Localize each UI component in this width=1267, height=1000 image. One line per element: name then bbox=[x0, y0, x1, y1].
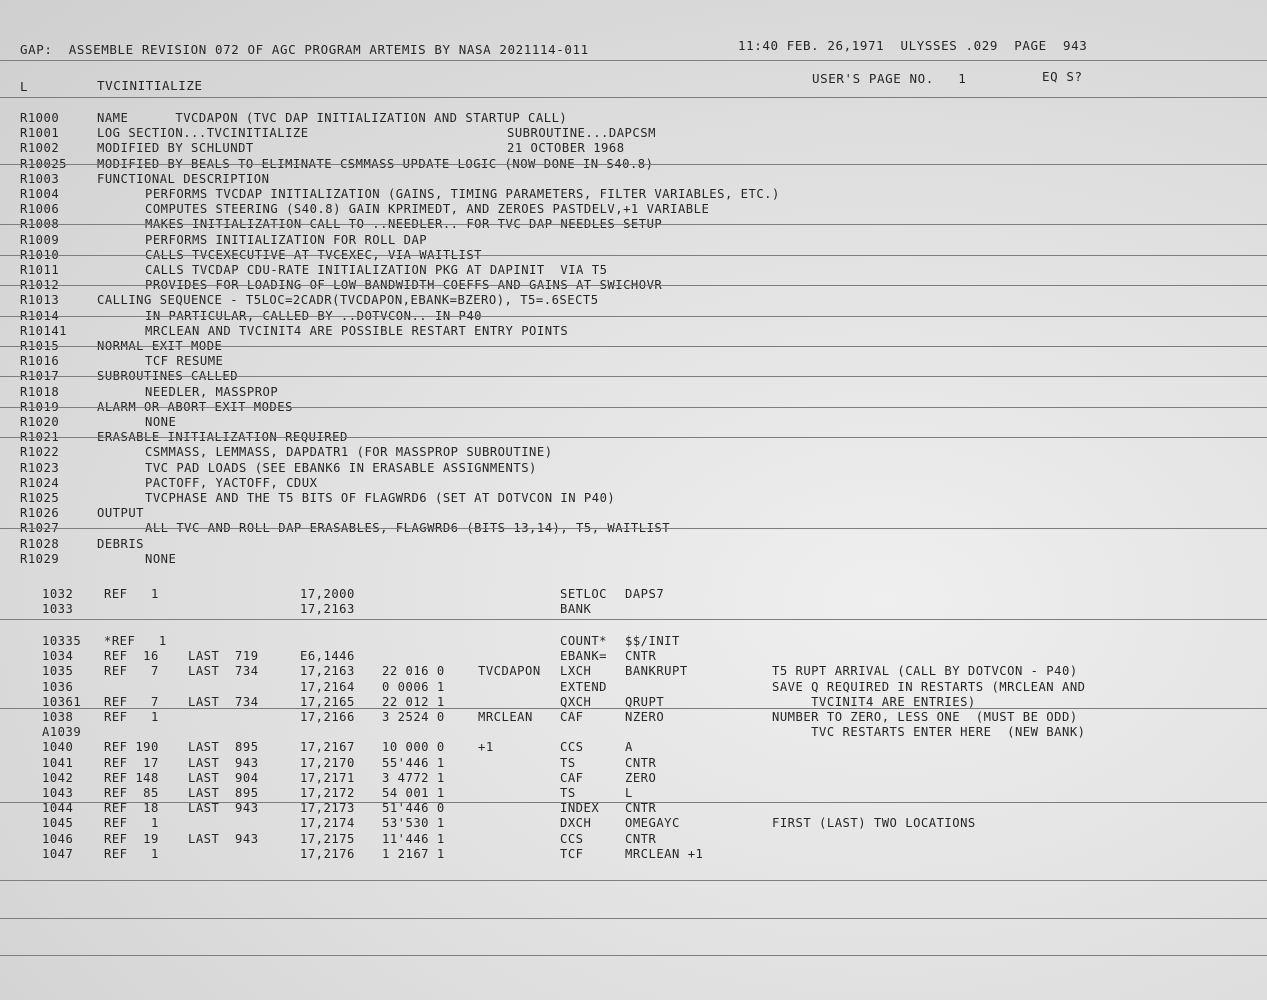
comment-text: CALLS TVCDAP CDU-RATE INITIALIZATION PKG AT DAPINIT VIA T5 bbox=[145, 263, 608, 277]
assembly-header: GAP: ASSEMBLE REVISION 072 OF AGC PROGRAM ARTEMIS BY NASA 2021114-011 bbox=[20, 42, 589, 57]
line-number: R1010 bbox=[20, 248, 60, 262]
address: 17,2166 bbox=[300, 710, 355, 724]
operand: ZERO bbox=[625, 771, 657, 785]
comment-text: PERFORMS TVCDAP INITIALIZATION (GAINS, TIMING PARAMETERS, FILTER VARIABLES, ETC.) bbox=[145, 187, 780, 201]
strike-rule bbox=[0, 164, 1267, 165]
line-number: R1021 bbox=[20, 430, 60, 444]
line-number: R1026 bbox=[20, 506, 60, 520]
strike-rule bbox=[0, 708, 1267, 709]
operand: MRCLEAN +1 bbox=[625, 847, 704, 861]
address: 17,2175 bbox=[300, 832, 355, 846]
comment-text: DEBRIS bbox=[97, 537, 145, 551]
comment-text: MAKES INITIALIZATION CALL TO ..NEEDLER.. FOR TVC DAP NEEDLES-SETUP bbox=[145, 217, 663, 231]
comment-line bbox=[0, 202, 1267, 217]
operand: A bbox=[625, 740, 633, 754]
line-number: R1012 bbox=[20, 278, 60, 292]
remark: TVCINIT4 ARE ENTRIES) bbox=[772, 695, 976, 709]
ref-count: REF 1 bbox=[104, 816, 159, 830]
strike-rule bbox=[0, 285, 1267, 286]
code-line bbox=[0, 664, 1267, 679]
line-number: 1040 bbox=[42, 740, 74, 754]
code-line bbox=[0, 756, 1267, 771]
opcode: QXCH bbox=[560, 695, 592, 709]
comment-text: NAME TVCDAPON (TVC DAP INITIALIZATION AND STARTUP CALL) bbox=[97, 111, 568, 125]
address: 17,2167 bbox=[300, 740, 355, 754]
line-number: 1035 bbox=[42, 664, 74, 678]
address: 17,2163 bbox=[300, 664, 355, 678]
address: 17,2000 bbox=[300, 587, 355, 601]
ref-count: REF 7 bbox=[104, 664, 159, 678]
comment-line bbox=[0, 324, 1267, 339]
eq-s-label: EQ S? bbox=[1042, 69, 1083, 84]
line-number: R10141 bbox=[20, 324, 68, 338]
comment-line bbox=[0, 415, 1267, 430]
comment-line bbox=[0, 187, 1267, 202]
comment-text: TVCPHASE AND THE T5 BITS OF FLAGWRD6 (SET AT DOTVCON IN P40) bbox=[145, 491, 616, 505]
line-number: R1020 bbox=[20, 415, 60, 429]
line-number: R1014 bbox=[20, 309, 60, 323]
opcode: TCF bbox=[560, 847, 584, 861]
code-line bbox=[0, 710, 1267, 725]
ref-count: REF 18 bbox=[104, 801, 159, 815]
address: 17,2164 bbox=[300, 680, 355, 694]
line-number: 1043 bbox=[42, 786, 74, 800]
comment-right-text: 21 OCTOBER 1968 bbox=[507, 141, 625, 155]
line-number: R1023 bbox=[20, 461, 60, 475]
code-line bbox=[0, 832, 1267, 847]
code-line bbox=[0, 816, 1267, 831]
line-number: 1044 bbox=[42, 801, 74, 815]
comment-text: NONE bbox=[145, 415, 177, 429]
line-number: 1034 bbox=[42, 649, 74, 663]
ref-count: REF 19 bbox=[104, 832, 159, 846]
comment-line bbox=[0, 445, 1267, 460]
line-number: R1008 bbox=[20, 217, 60, 231]
line-number: R1004 bbox=[20, 187, 60, 201]
opcode: LXCH bbox=[560, 664, 592, 678]
opcode: SETLOC bbox=[560, 587, 608, 601]
octal-word: 22 012 1 bbox=[382, 695, 445, 709]
address: 17,2170 bbox=[300, 756, 355, 770]
line-number: R1000 bbox=[20, 111, 60, 125]
opcode: EXTEND bbox=[560, 680, 608, 694]
octal-word: 55'446 1 bbox=[382, 756, 445, 770]
code-line bbox=[0, 725, 1267, 740]
octal-word: 3 2524 0 bbox=[382, 710, 445, 724]
last-ref: LAST 734 bbox=[188, 664, 259, 678]
line-number: 1033 bbox=[42, 602, 74, 616]
line-number: 1036 bbox=[42, 680, 74, 694]
operand: OMEGAYC bbox=[625, 816, 680, 830]
line-number: A1039 bbox=[42, 725, 82, 739]
comment-line bbox=[0, 263, 1267, 278]
last-ref: LAST 719 bbox=[188, 649, 259, 663]
comment-line bbox=[0, 385, 1267, 400]
operand: CNTR bbox=[625, 756, 657, 770]
ref-count: REF 148 bbox=[104, 771, 159, 785]
comment-line bbox=[0, 126, 1267, 141]
line-number: R1001 bbox=[20, 126, 60, 140]
operand: L bbox=[625, 786, 633, 800]
comment-text: MRCLEAN AND TVCINIT4 ARE POSSIBLE RESTART ENTRY POINTS bbox=[145, 324, 569, 338]
comment-line bbox=[0, 491, 1267, 506]
octal-word: 53'530 1 bbox=[382, 816, 445, 830]
last-ref: LAST 943 bbox=[188, 801, 259, 815]
code-line bbox=[0, 649, 1267, 664]
section-rule bbox=[0, 97, 1267, 98]
code-line bbox=[0, 680, 1267, 695]
line-number: R1019 bbox=[20, 400, 60, 414]
operand: QRUPT bbox=[625, 695, 665, 709]
remark: NUMBER TO ZERO, LESS ONE (MUST BE ODD) bbox=[772, 710, 1078, 724]
line-number: R1013 bbox=[20, 293, 60, 307]
octal-word: 1 2167 1 bbox=[382, 847, 445, 861]
comment-right-text: SUBROUTINE...DAPCSM bbox=[507, 126, 656, 140]
code-line bbox=[0, 602, 1267, 617]
strike-rule bbox=[0, 376, 1267, 377]
users-page-number: USER'S PAGE NO. 1 bbox=[812, 71, 967, 86]
operand: DAPS7 bbox=[625, 587, 665, 601]
comment-text: NEEDLER, MASSPROP bbox=[145, 385, 279, 399]
remark: TVC RESTARTS ENTER HERE (NEW BANK) bbox=[772, 725, 1086, 739]
timestamp-header: 11:40 FEB. 26,1971 ULYSSES .029 PAGE 943 bbox=[738, 38, 1088, 53]
comment-line bbox=[0, 552, 1267, 567]
comment-text: COMPUTES STEERING (S40.8) GAIN KPRIMEDT, AND ZEROES PASTDELV,+1 VARIABLE bbox=[145, 202, 710, 216]
comment-text: NORMAL EXIT MODE bbox=[97, 339, 223, 353]
opcode: CCS bbox=[560, 740, 584, 754]
operand: CNTR bbox=[625, 832, 657, 846]
comment-text: OUTPUT bbox=[97, 506, 145, 520]
code-line bbox=[0, 740, 1267, 755]
octal-word: 54 001 1 bbox=[382, 786, 445, 800]
line-number: 10335 bbox=[42, 634, 82, 648]
line-number: R1016 bbox=[20, 354, 60, 368]
ref-count: REF 16 bbox=[104, 649, 159, 663]
last-ref: LAST 904 bbox=[188, 771, 259, 785]
line-number: R1002 bbox=[20, 141, 60, 155]
address: 17,2165 bbox=[300, 695, 355, 709]
line-number: 1047 bbox=[42, 847, 74, 861]
header-rule bbox=[0, 60, 1267, 61]
line-number: R1024 bbox=[20, 476, 60, 490]
address: 17,2173 bbox=[300, 801, 355, 815]
strike-rule bbox=[0, 346, 1267, 347]
footer-rule-2 bbox=[0, 918, 1267, 919]
line-number: R10025 bbox=[20, 157, 68, 171]
octal-word: 51'446 0 bbox=[382, 801, 445, 815]
address: E6,1446 bbox=[300, 649, 355, 663]
comment-text: CALLS TVCEXECUTIVE AT TVCEXEC, VIA WAITLIST bbox=[145, 248, 483, 262]
octal-word: 10 000 0 bbox=[382, 740, 445, 754]
comment-text: CSMMASS, LEMMASS, DAPDATR1 (FOR MASSPROP SUBROUTINE) bbox=[145, 445, 553, 459]
comment-text: MODIFIED BY BEALS TO ELIMINATE CSMMASS UPDATE LOGIC (NOW DONE IN S40.8) bbox=[97, 157, 654, 171]
line-number: R1022 bbox=[20, 445, 60, 459]
strike-rule bbox=[0, 802, 1267, 803]
ref-count: REF 1 bbox=[104, 710, 159, 724]
comment-text: PACTOFF, YACTOFF, CDUX bbox=[145, 476, 318, 490]
strike-rule bbox=[0, 619, 1267, 620]
strike-rule bbox=[0, 437, 1267, 438]
label: MRCLEAN bbox=[478, 710, 533, 724]
address: 17,2172 bbox=[300, 786, 355, 800]
line-number: R1011 bbox=[20, 263, 60, 277]
ref-count: REF 17 bbox=[104, 756, 159, 770]
code-line bbox=[0, 847, 1267, 862]
comment-text: PERFORMS INITIALIZATION FOR ROLL DAP bbox=[145, 233, 428, 247]
opcode: DXCH bbox=[560, 816, 592, 830]
opcode: INDEX bbox=[560, 801, 600, 815]
last-ref: LAST 734 bbox=[188, 695, 259, 709]
comment-line bbox=[0, 354, 1267, 369]
comment-text: NONE bbox=[145, 552, 177, 566]
line-number: 1038 bbox=[42, 710, 74, 724]
comment-line bbox=[0, 293, 1267, 308]
line-number: R1025 bbox=[20, 491, 60, 505]
line-number: R1018 bbox=[20, 385, 60, 399]
remark: SAVE Q REQUIRED IN RESTARTS (MRCLEAN AND bbox=[772, 680, 1086, 694]
operand: CNTR bbox=[625, 649, 657, 663]
opcode: CCS bbox=[560, 832, 584, 846]
comment-text: MODIFIED BY SCHLUNDT bbox=[97, 141, 254, 155]
line-number: R1029 bbox=[20, 552, 60, 566]
line-number: R1003 bbox=[20, 172, 60, 186]
strike-rule bbox=[0, 224, 1267, 225]
comment-line bbox=[0, 141, 1267, 156]
footer-rule-3 bbox=[0, 955, 1267, 956]
ref-count: REF 85 bbox=[104, 786, 159, 800]
strike-rule bbox=[0, 316, 1267, 317]
opcode: EBANK= bbox=[560, 649, 608, 663]
comment-text: CALLING SEQUENCE - T5LOC=2CADR(TVCDAPON,EBANK=BZERO), T5=.6SECT5 bbox=[97, 293, 599, 307]
code-line bbox=[0, 771, 1267, 786]
comment-text: IN PARTICULAR, CALLED BY ..DOTVCON.. IN P40 bbox=[145, 309, 483, 323]
strike-rule bbox=[0, 528, 1267, 529]
comment-text: ALL TVC AND ROLL DAP ERASABLES, FLAGWRD6 (BITS 13,14), T5, WAITLIST bbox=[145, 521, 671, 535]
line-number: R1015 bbox=[20, 339, 60, 353]
line-number: R1028 bbox=[20, 537, 60, 551]
ref-count: REF 7 bbox=[104, 695, 159, 709]
comment-text: SUBROUTINES CALLED bbox=[97, 369, 239, 383]
line-number: R1027 bbox=[20, 521, 60, 535]
comment-line bbox=[0, 172, 1267, 187]
octal-word: 3 4772 1 bbox=[382, 771, 445, 785]
comment-line bbox=[0, 537, 1267, 552]
address: 17,2163 bbox=[300, 602, 355, 616]
code-line bbox=[0, 634, 1267, 649]
operand: BANKRUPT bbox=[625, 664, 688, 678]
address: 17,2171 bbox=[300, 771, 355, 785]
comment-line bbox=[0, 461, 1267, 476]
code-line bbox=[0, 587, 1267, 602]
opcode: TS bbox=[560, 756, 576, 770]
line-number: 1041 bbox=[42, 756, 74, 770]
opcode: CAF bbox=[560, 710, 584, 724]
comment-line bbox=[0, 111, 1267, 126]
label: TVCDAPON bbox=[478, 664, 541, 678]
strike-rule bbox=[0, 255, 1267, 256]
operand: NZERO bbox=[625, 710, 665, 724]
line-number: 1042 bbox=[42, 771, 74, 785]
code-line bbox=[0, 801, 1267, 816]
opcode: CAF bbox=[560, 771, 584, 785]
label: +1 bbox=[478, 740, 494, 754]
comment-line bbox=[0, 506, 1267, 521]
operand: $$/INIT bbox=[625, 634, 680, 648]
line-number: 10361 bbox=[42, 695, 82, 709]
section-name: TVCINITIALIZE bbox=[97, 78, 203, 93]
octal-word: 0 0006 1 bbox=[382, 680, 445, 694]
comment-text: FUNCTIONAL DESCRIPTION bbox=[97, 172, 270, 186]
comment-text: LOG SECTION...TVCINITIALIZE bbox=[97, 126, 309, 140]
comment-line bbox=[0, 476, 1267, 491]
remark: T5 RUPT ARRIVAL (CALL BY DOTVCON - P40) bbox=[772, 664, 1078, 678]
address: 17,2174 bbox=[300, 816, 355, 830]
footer-rule-1 bbox=[0, 880, 1267, 881]
last-ref: LAST 895 bbox=[188, 786, 259, 800]
last-ref: LAST 943 bbox=[188, 832, 259, 846]
line-number: 1046 bbox=[42, 832, 74, 846]
octal-word: 22 016 0 bbox=[382, 664, 445, 678]
line-number: R1006 bbox=[20, 202, 60, 216]
line-number: 1032 bbox=[42, 587, 74, 601]
comment-text: ALARM OR ABORT EXIT MODES bbox=[97, 400, 293, 414]
last-ref: LAST 895 bbox=[188, 740, 259, 754]
comment-text: TCF RESUME bbox=[145, 354, 224, 368]
ref-count: REF 190 bbox=[104, 740, 159, 754]
strike-rule bbox=[0, 407, 1267, 408]
address: 17,2176 bbox=[300, 847, 355, 861]
opcode: COUNT* bbox=[560, 634, 608, 648]
last-ref: LAST 943 bbox=[188, 756, 259, 770]
ref-count: REF 1 bbox=[104, 587, 159, 601]
line-number: R1009 bbox=[20, 233, 60, 247]
opcode: TS bbox=[560, 786, 576, 800]
remark: FIRST (LAST) TWO LOCATIONS bbox=[772, 816, 976, 830]
code-line bbox=[0, 786, 1267, 801]
comment-text: ERASABLE INITIALIZATION REQUIRED bbox=[97, 430, 348, 444]
line-number: 1045 bbox=[42, 816, 74, 830]
comment-line bbox=[0, 233, 1267, 248]
comment-text: PROVIDES FOR LOADING OF LOW-BANDWIDTH COEFFS AND GAINS AT SWICHOVR bbox=[145, 278, 663, 292]
line-number: R1017 bbox=[20, 369, 60, 383]
ref-count: *REF 1 bbox=[104, 634, 167, 648]
octal-word: 11'446 1 bbox=[382, 832, 445, 846]
operand: CNTR bbox=[625, 801, 657, 815]
log-section-letter: L bbox=[20, 79, 29, 94]
opcode: BANK bbox=[560, 602, 592, 616]
comment-text: TVC PAD LOADS (SEE EBANK6 IN ERASABLE ASSIGNMENTS) bbox=[145, 461, 537, 475]
ref-count: REF 1 bbox=[104, 847, 159, 861]
